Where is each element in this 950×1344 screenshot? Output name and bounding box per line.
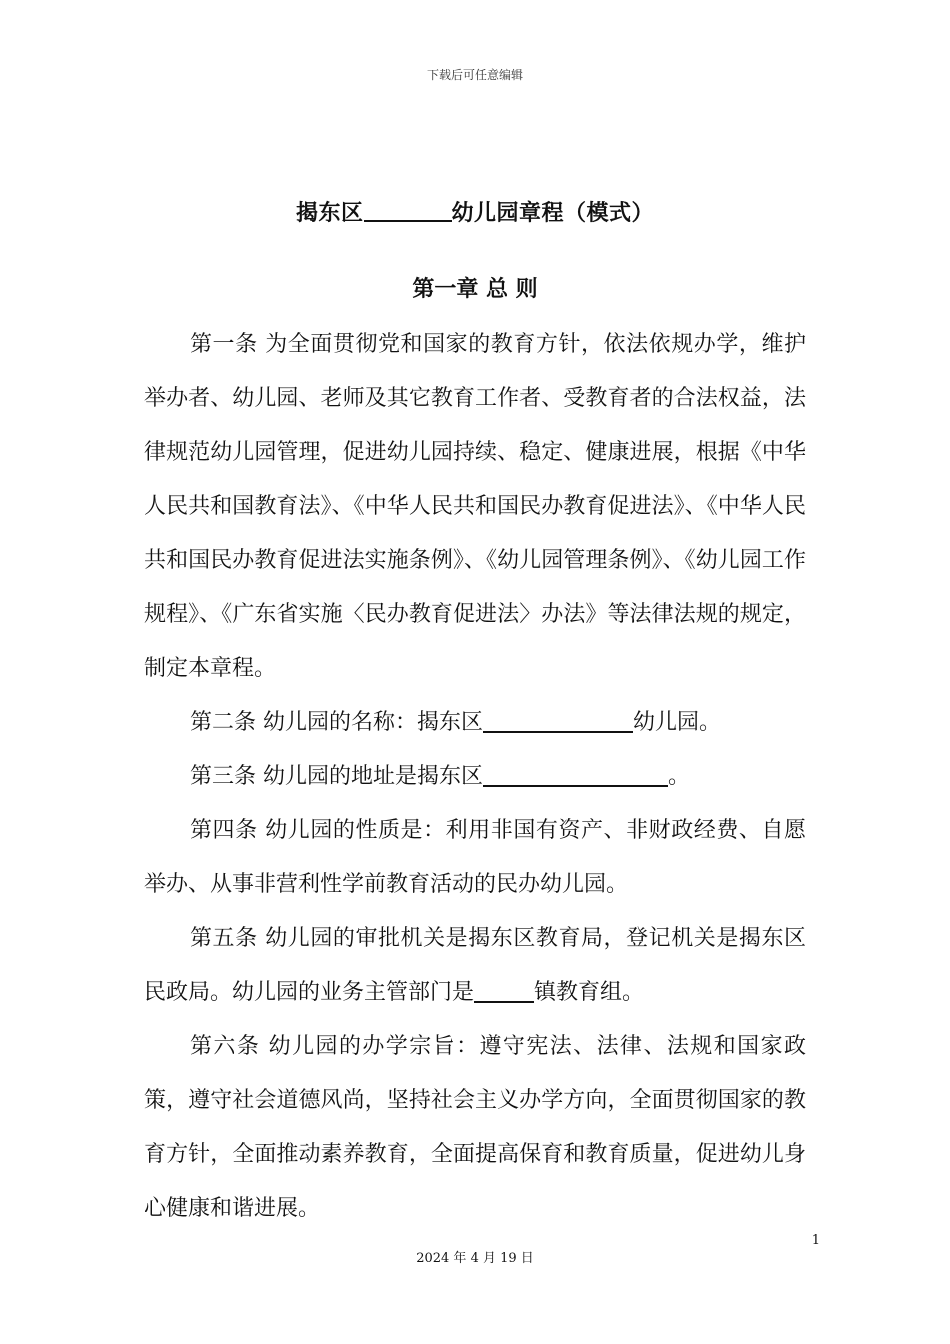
article-4: 第四条 幼儿园的性质是：利用非国有资产、非财政经费、自愿举办、从事非营利性学前教育活动的民办幼儿园。 [144, 818, 806, 897]
article-1: 第一条 为全面贯彻党和国家的教育方针，依法依规办学，维护举办者、幼儿园、老师及其它教育工作者、受教育者的合法权益，法律规范幼儿园管理，促进幼儿园持续、稳定、健康进展，根据《中华人民共和国教育法》、《中华人民共和国民办教育促进法》、《中华人民共和国民办教育促进法实施条例》、《幼儿园管理条例》、《幼儿园工作规程》、《广东省实施〈民办教育促进法〉办法》等法律法规的规定，制定本章程。 [144, 332, 806, 681]
article-2 [144, 696, 806, 750]
title-name-blank [364, 198, 452, 222]
article-3-text: 第三条 幼儿园的地址是揭东区 [190, 764, 483, 789]
title-prefix: 揭东区 [295, 201, 364, 226]
document-title [0, 196, 950, 227]
page-header-note: 下载后可任意编辑 [426, 68, 523, 82]
page-number: 1 [811, 1233, 820, 1248]
chapter-heading: 第一章 总 则 [412, 277, 538, 302]
article-5-text: 第五条 幼儿园的审批机关是揭东区教育局，登记机关是揭东区民政局。幼儿园的业务主管部门是 [144, 926, 806, 1005]
address-blank [483, 757, 668, 787]
document-body [144, 318, 806, 1236]
article-6: 第六条 幼儿园的办学宗旨：遵守宪法、法律、法规和国家政策，遵守社会道德风尚，坚持社会主义办学方向，全面贯彻国家的教育方针，全面推动素养教育，全面提高保育和教育质量，促进幼儿身心健康和谐进展。 [144, 1034, 806, 1221]
town-blank [474, 973, 534, 1003]
article-2-end: 幼儿园。 [633, 710, 722, 735]
kindergarten-name-blank [483, 703, 633, 733]
article-5 [144, 912, 806, 1020]
article-5-end: 镇教育组。 [534, 980, 645, 1005]
title-suffix: 幼儿园章程（模式） [451, 201, 655, 226]
article-3 [144, 750, 806, 804]
article-3-end: 。 [668, 764, 691, 789]
article-2-text: 第二条 幼儿园的名称：揭东区 [190, 710, 483, 735]
footer-date: 2024 年 4 月 19 日 [416, 1251, 534, 1266]
